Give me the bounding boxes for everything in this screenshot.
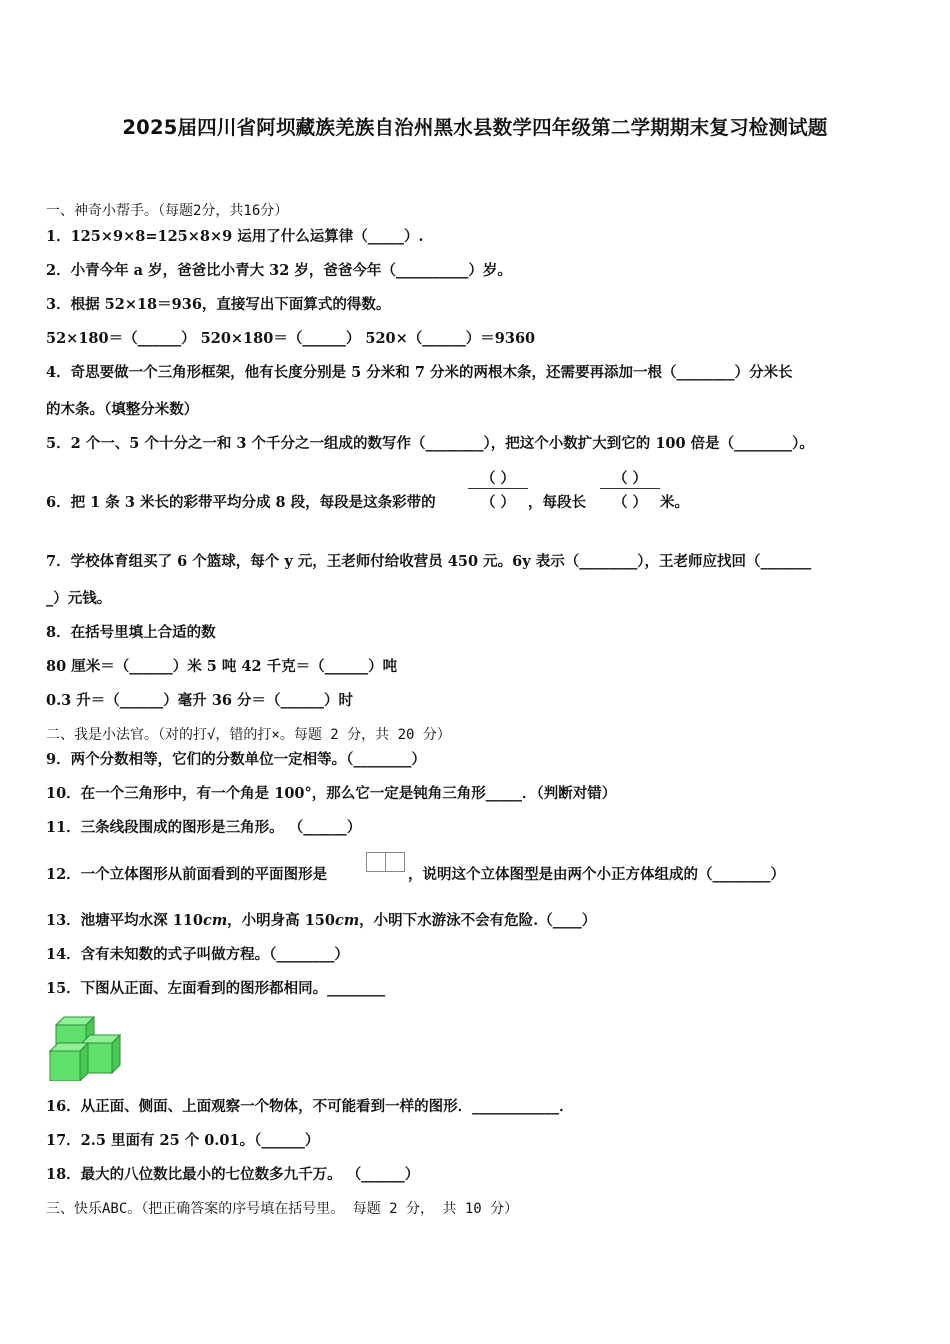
unit-cm: cm [203, 912, 228, 929]
question-18: 18．最大的八位数比最小的七位数多九千万。 （______） [46, 1166, 420, 1183]
question-10: 10．在一个三角形中，有一个角是 100°，那么它一定是钝角三角形_____．（判断对错） [46, 785, 617, 802]
question-6-text-2: ，每段长 [528, 494, 586, 511]
question-3-subitems: 52×180＝（______） 520×180＝（______） 520×（______）＝9360 [46, 330, 536, 347]
question-2: 2．小青今年 a 岁，爸爸比小青大 32 岁，爸爸今年（__________）岁。 [46, 262, 512, 279]
question-6-text-1: 6．把 1 条 3 米长的彩带平均分成 8 段，每段是这条彩带的 [46, 494, 436, 511]
question-1: 1．125×9×8=125×8×9 运用了什么运算律（_____）. [46, 228, 424, 245]
section-1-heading: 一、神奇小帮手。（每题2分，共16分） [46, 203, 289, 219]
fraction-1-numerator: （ ） [480, 470, 516, 487]
fraction-bar [468, 488, 528, 489]
two-squares-figure [366, 852, 404, 871]
green-cubes-figure [48, 1015, 128, 1081]
question-12-text-1: 12．一个立体图形从前面看到的平面图形是 [46, 866, 328, 883]
question-8-row2: 0.3 升＝（______）毫升 36 分＝（______）时 [46, 692, 354, 709]
square-left [366, 852, 386, 872]
question-13 [46, 911, 596, 931]
question-14: 14．含有未知数的式子叫做方程。（________） [46, 946, 349, 963]
fraction-bar [600, 488, 660, 489]
question-6-fraction-2 [600, 467, 660, 513]
page-title: 2025届四川省阿坝藏族羌族自治州黑水县数学四年级第二学期期末复习检测试题 [122, 116, 828, 139]
question-15: 15．下图从正面、左面看到的图形都相同。________ [46, 980, 386, 997]
section-3-heading: 三、快乐ABC。（把正确答案的序号填在括号里。 每题 2 分， 共 10 分） [46, 1201, 519, 1217]
question-4-line2: 的木条。（填整分米数） [46, 401, 199, 418]
question-4-line1: 4．奇思要做一个三角形框架，他有长度分别是 5 分米和 7 分米的两根木条，还需要再添加一根（________）分米长 [46, 364, 793, 381]
question-6-fraction-1 [468, 467, 528, 513]
question-6-text-3: 米。 [660, 494, 689, 511]
cube-bottom-left [50, 1043, 88, 1081]
question-8: 8．在括号里填上合适的数 [46, 624, 216, 641]
question-7-line2: _）元钱。 [46, 590, 112, 607]
question-11: 11．三条线段围成的图形是三角形。 （______） [46, 819, 362, 836]
fraction-2-denominator: （ ） [612, 494, 648, 511]
question-7-line1: 7．学校体育组买了 6 个篮球，每个 y 元，王老师付给收营员 450 元。6y 表示（________），王老师应找回（_______ [46, 553, 812, 570]
question-12-text-2: ，说明这个立体图型是由两个小正方体组成的（________） [408, 866, 785, 883]
question-8-row1: 80 厘米＝（______）米 5 吨 42 千克＝（______）吨 [46, 658, 398, 675]
question-13-part-3: ，小明下水游泳不会有危险.（____） [359, 912, 597, 929]
unit-cm: cm [335, 912, 360, 929]
section-2-heading: 二、我是小法官。（对的打√，错的打×。每题 2 分，共 20 分） [46, 727, 451, 743]
fraction-2-numerator: （ ） [612, 470, 648, 487]
question-17: 17．2.5 里面有 25 个 0.01。（______） [46, 1132, 320, 1149]
question-9: 9．两个分数相等，它们的分数单位一定相等。（________） [46, 751, 426, 768]
question-5: 5．2 个一、5 个十分之一和 3 个千分之一组成的数写作（________），把这个小数扩大到它的 100 倍是（________）。 [46, 435, 814, 452]
question-13-part-2: ，小明身高 150 [227, 912, 335, 929]
square-right [385, 852, 405, 872]
fraction-1-denominator: （ ） [480, 494, 516, 511]
question-16: 16．从正面、侧面、上面观察一个物体，不可能看到一样的图形．____________． [46, 1098, 574, 1115]
question-3: 3．根据 52×18＝936，直接写出下面算式的得数。 [46, 296, 391, 313]
question-13-part-1: 13．池塘平均水深 110 [46, 912, 203, 929]
